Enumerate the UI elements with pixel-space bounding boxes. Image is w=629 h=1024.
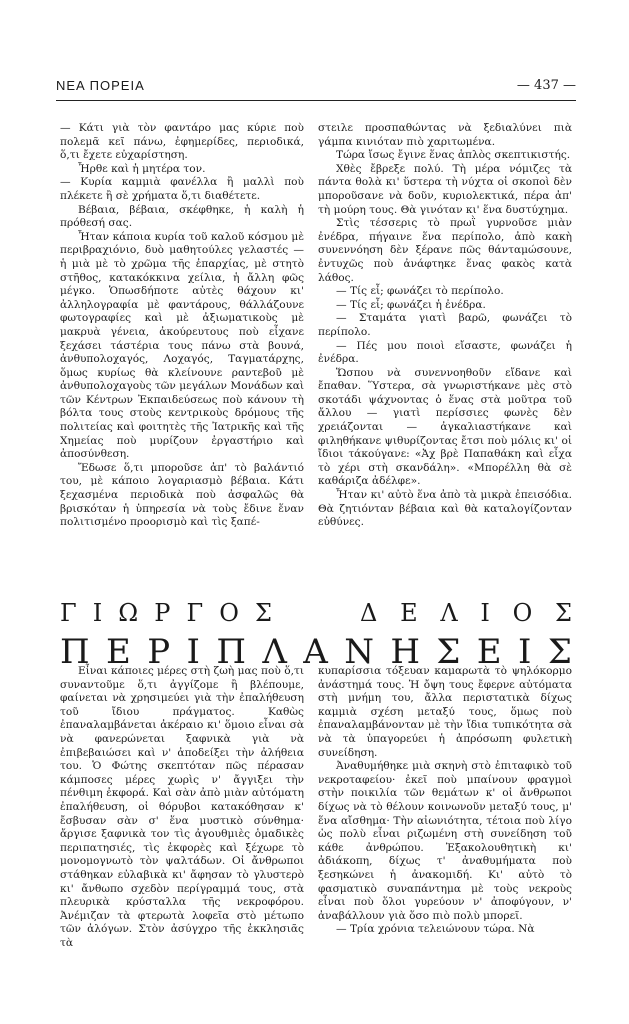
heading-letter: Ρ <box>147 632 171 672</box>
column-top-right <box>318 122 572 530</box>
heading-letter: Σ <box>255 599 272 627</box>
journal-title: ΝΕΑ ΠΟΡΕΙΑ <box>56 78 145 93</box>
heading-letter: Λ <box>262 632 287 672</box>
heading-letter: Ω <box>118 599 139 627</box>
heading-letter: Ε <box>476 632 502 672</box>
heading-letter: Ο <box>219 599 239 627</box>
paragraph: Ὥσπου νὰ συνεννοηθοῦν εἴδανε καὶ ἔπαθαν. Ὕστερα, σὰ γνωριστήκανε μὲς στὸ σκοτάδι ψάχνοντας ὁ ἕνας στὰ μοῦτρα τοῦ ἄλλου — γιατὶ περίσσιες φωνὲς δὲν χρειάζονται — ἀγκαλιαστήκανε καὶ φιληθήκανε ψιθυρίζοντας ἔτσι ποὺ μόλις κι' οἱ ἴδιοι τάκούγανε: «Ἀχ βρὲ Παπαθάκη καὶ εἶχα τὸ χέρι στὴ σκανδάλη». «Μπορέλλη θὰ σὲ καθάριζα ἀδέλφε». <box>318 366 572 488</box>
paragraph: Στὶς τέσσερις τὸ πρωῒ γυρνοῦσε μιὰν ἐνέδρα, πήγαινε ἕνα περίπολο, ἀπὸ κακὴ συνεννόηση δὲν ξέρανε πῶς θάνταμώσουνε, ἐντυχῶς ποὺ ἀνάφτηκε ἕνας φακὸς κατὰ λάθος. <box>318 217 572 284</box>
paragraph: Βέβαια, βέβαια, σκέφθηκε, ἡ καλὴ ἡ πρόθεσή σας. <box>60 203 304 230</box>
heading-letter: Ι <box>92 599 103 627</box>
heading-letter: Γ <box>186 599 204 627</box>
paragraph: Εἶναι κάποιες μέρες στὴ ζωὴ μας ποὺ ὅ,τι συναντοῦμε ὅ,τι ἀγγίζομε ἢ βλέπουμε, φαίνεται νὰ χρησιμεύει γιὰ τὴν ἐπαλήθευση τοῦ ἴδιου πράγματος. Καθὼς ἐπαναλαμβάνεται ἀκέραιο κι' ὅμοιο εἶναι σὰ νὰ φανερώνεται ξαφνικὰ γιὰ νὰ ἐπιβεβαιώσει καὶ ν' ἀποδείξει τὴν ἀλήθεια του. Ὁ Φώτης σκεπτόταν πῶς πέρασαν κάμποσες μέρες χωρὶς ν' ἄγγιξει τὴν πένθιμη ἐκφορά. Καὶ σὰν ἀπὸ μιὰν αὐτόματη ἐπαλήθευση, οἱ θόρυβοι κατακόθησαν κ' ἔσβυσαν σὰν σ' ἕνα μυστικὸ σύνθημα· ἄργισε ξαφνικὰ τον τὶς ἀγουθμιὲς ὁμαδικὲς περιπατησιές, τὶς ἐκφορὲς καὶ ξέχωρε τὸ μονομογνωτὸ τὸν ψαλτάδων. Οἱ ἄνθρωποι στάθηκαν εὐλαβικὰ κι' ἄφησαν τὸ γλυστερὸ κι' ἄνθωπο σχεδὸν περίγραμμά τους, στὰ πλευρικὰ κρύσταλλα τῆς νεκροφόρου. Ἀνέμιζαν τὰ φτερωτὰ λοφεῖα στὸ μέτωπο τῶν ἀλόγων. Στὸν ἀσύγχρο τῆς ἐκκλησιᾶς τὰ <box>60 665 304 949</box>
heading-letter: Ο <box>512 599 533 627</box>
heading-letter: Η <box>390 632 420 672</box>
heading-letter: Ε <box>106 632 131 672</box>
paragraph: Ἦταν κι' αὐτὸ ἕνα ἀπὸ τὰ μικρὰ ἐπεισόδια. Θὰ ζητιόνταν βέβαια καὶ θὰ καταλογίζονταν εὐθύνες. <box>318 489 572 529</box>
heading-letter: Γ <box>60 599 77 627</box>
author-first-name <box>60 599 272 627</box>
paragraph: Τώρα ἴσως ἔγινε ἕνας ἁπλὸς σκεπτικιστής. <box>336 149 571 162</box>
heading-letter: Σ <box>547 632 572 672</box>
heading-letter: Δ <box>360 599 378 627</box>
running-head <box>56 78 576 98</box>
paragraph: κυπαρίσσια τόξευαν καμαρωτὰ τὸ ψηλόκορμο ἀνάστημά τους. Ἡ ὄψη τους ἔφερνε αὐτόματα στὴ μνήμη του, ἄλλα περιστατικὰ δίχως καμμιὰ σχέση μεταξύ τους, ὅμως ποὺ ἐπαναλαμβάνονταν μὲ τὴν ἴδια τυπικότητα σὰ νὰ τὰ ὑπαγορεύει ἡ ἀπρόσωπη φυλετικὴ συνείδηση. <box>318 665 572 759</box>
page-number: — 437 — <box>516 78 576 93</box>
paragraph: Χθὲς ἔβρεξε πολύ. Τὴ μέρα νόμιζες τὰ πάντα θολὰ κι' ὕστερα τὴ νύχτα οἱ σκοποὶ δὲν μποροῦσανε νὰ δοῦν, κυριολεκτικά, πέρα ἀπ' τὴ μούρη τους. Θὰ γινόταν κι' ἕνα δυστύχημα. <box>318 162 572 216</box>
heading-letter: Ι <box>186 632 200 672</box>
paragraph: — Τρία χρόνια τελειώνουν τώρα. Νὰ <box>336 923 535 936</box>
heading-letter: Π <box>60 632 90 672</box>
paragraph: — Πές μου ποιοὶ εἴσαστε, φωνάζει ἡ ἐνέδρα. <box>318 339 572 366</box>
header-rule <box>56 100 576 101</box>
heading-letter: Ι <box>480 599 490 627</box>
paragraph: — Κυρία καμμιὰ φανέλλα ἢ μαλλὶ ποὺ πλέκετε ἢ σὲ χρήματα ὅ,τι διαθέτετε. <box>60 176 304 202</box>
paragraph: Ἀναθυμήθηκε μιὰ σκηνὴ στὸ ἐπιταφικὸ τοῦ νεκροταφείου· ἐκεῖ ποὺ μπαίνουν φραγμοὶ στὴν ποικιλία τῶν θεμάτων κ' οἱ ἄνθρωποι δίχως νὰ τὸ θέλουν κοινωνοῦν μεταξύ τους, μ' ἕνα αἴσθημα· Τὴν αἰωνιότητα, τέτοια ποὺ λίγο ὡς πολὺ εἶναι ριζωμένη στὴ συνείδηση τοῦ κάθε ἀνθρώπου. Ἐξακολουθητικὴ κι' ἀδιάκοπη, δίχως τ' ἀναθυμήματα ποὺ ξεσηκώνει ἡ ἀνακομιδή. Κι' αὐτὸ τὸ φασματικὸ συναπάντημα μὲ τοὺς νεκροὺς εἶναι ποὺ ὅλοι γυρεύουν ν' ἀποφύγουν, ν' ἀναβάλλουν γιὰ ὅσο πιὸ πολὺ μπορεῖ. <box>318 760 572 922</box>
paragraph: Ἦρθε καὶ ἡ μητέρα τον. <box>78 162 206 175</box>
paragraph: — Κάτι γιὰ τὸν φαντάρο μας κύριε ποὺ πολεμᾶ κεῖ πάνω, ἐφημερίδες, περιοδικά, ὅ,τι ἔχετε εὐχαρίστηση. <box>60 122 304 162</box>
paragraph: — Τίς εἶ; φωνάζει τὸ περίπολο. <box>336 285 504 298</box>
heading-letter: Σ <box>436 632 461 672</box>
paragraph: στειλε προσπαθώντας νὰ ξεδιαλύνει πιὰ γάμπα κινιόταν πιὸ χαριτωμένα. <box>318 122 572 148</box>
heading-letter: Α <box>303 632 328 672</box>
paragraph: — Τίς εἶ; φωνάζει ἡ ἐνέδρα. <box>336 298 486 311</box>
heading-letter: Ν <box>344 632 374 672</box>
heading-letter: Λ <box>440 599 458 627</box>
author-name <box>60 595 572 631</box>
heading-letter: Ρ <box>154 599 171 627</box>
heading-letter: Ε <box>400 599 418 627</box>
column-top-left <box>60 122 304 530</box>
paragraph: — Σταμάτα γιατὶ βαρῶ, φωνάζει τὸ περίπολο. <box>318 312 572 338</box>
heading-letter: Σ <box>554 599 572 627</box>
heading-letter: Ι <box>518 632 532 672</box>
column-bottom-left <box>60 665 304 950</box>
paragraph: Ἔδωσε ὅ,τι μποροῦσε ἀπ' τὸ βαλάντιό του, μὲ κάποιο λογαριασμὸ βέβαια. Κάτι ξεχασμένα περιοδικὰ ποὺ ἀσφαλῶς θὰ βρισκόταν ἡ ὑπηρεσία νὰ τοὺς ἔδινε ἕναν πολιτισμένο προορισμὸ καὶ τὶς ξαπέ- <box>60 461 304 529</box>
author-last-name <box>360 599 572 627</box>
column-bottom-right <box>318 665 572 937</box>
paragraph: Ἦταν κάποια κυρία τοῦ καλοῦ κόσμου μὲ περιβραχιόνιο, δυὸ μαθητούλες γελαστές — ἡ μιὰ μὲ τὸ χρῶμα τῆς ἐπαρχίας, μὲ στητὸ στῆθος, κατακόκκινα χείλια, ἡ ἄλλη φῶς μέγκο. Ὁπωσδήποτε αὐτὲς θάχουν κι' ἀλληλογραφία μὲ φαντάρους, θάλλάζουνε φωτογραφίες καὶ μὲ ἀξιωματικοὺς μὲ μακρυὰ γένεια, ἀκούρευτους ποὺ εἶχανε ξεχάσει τάστέρια τους πάνω στὰ βουνά, ἀνθυπολοχαγός, Λοχαγός, Ταγματάρχης, ὅμως κυρίως θὰ κλείνουνε ραντεβοῦ μὲ ἀνθυπολοχαγοὺς τῶν μεγάλων Μονάδων καὶ τῶν Κέντρων Ἐκπαιδεύσεως ποὺ κάνουν τὴ βόλτα τους στοὺς κεντρικοὺς δρόμους τῆς πολιτείας καὶ φοιτητὲς τῆς Ἰατρικῆς καὶ τῆς Χημείας ποὺ μυρίζουν ἐργαστήριο καὶ ἀποσύνθεση. <box>60 230 304 461</box>
heading-letter: Π <box>216 632 246 672</box>
